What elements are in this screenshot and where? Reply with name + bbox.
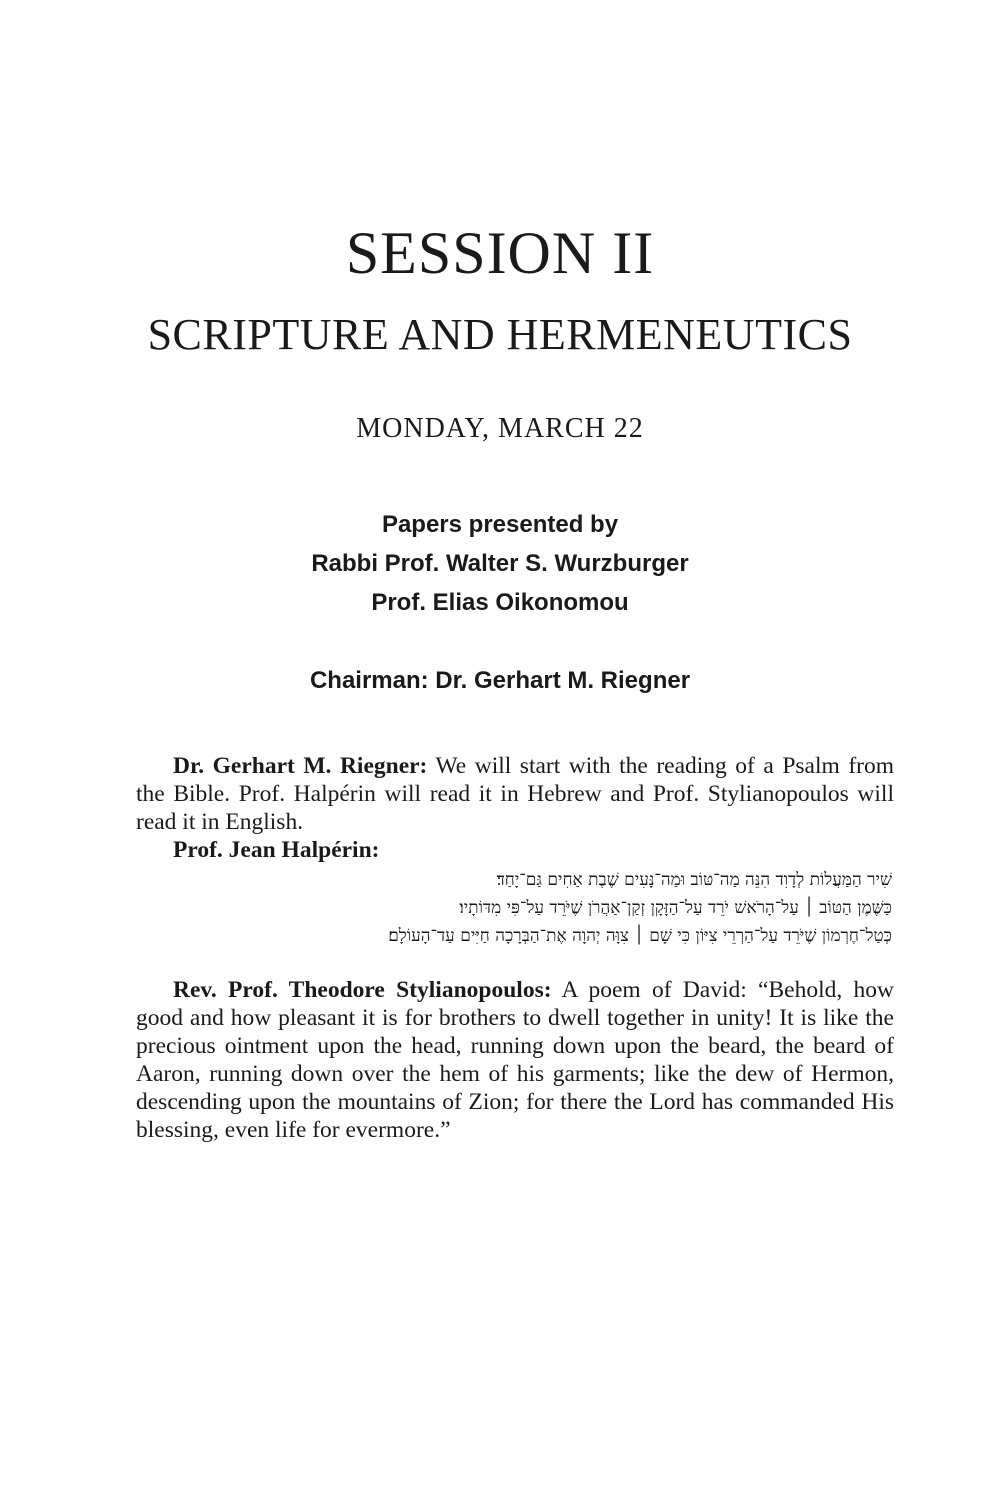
speaker-name: Dr. Gerhart M. Riegner: [173, 753, 428, 779]
session-subtitle: SCRIPTURE AND HERMENEUTICS [147, 310, 853, 359]
session-title: SESSION II [345, 220, 655, 286]
presenters-intro: Papers presented by [381, 511, 619, 538]
hebrew-psalm [180, 866, 892, 950]
hebrew-line: שִׁיר הַמַּעֲלוֹת לְדָוִד הִנֵּה מַה־טּוֹב וּמַה־נָּעִים שֶׁבֶת אַחִים גַּם־יָחַד׃ [496, 870, 892, 890]
speaker-name: Prof. Jean Halpérin: [173, 837, 380, 863]
paragraph-text: A poem of David: “Behold, how good and how pleasant it is for brothers to dwell together in unity! It is like the precious ointment upon the head, running down upon the beard, the beard of Aaron, running down over the hem of his garments; like the dew of Hermon, descending upon the mountains of Zion; for there the Lord has commanded His blessing, even life for evermore.” [136, 977, 894, 1143]
presenter-name: Rabbi Prof. Walter S. Wurzburger [311, 550, 689, 577]
hebrew-line: כְּטַל־חֶרְמוֹן שֶׁיֹּרֵד עַל־הַרְרֵי צִיּוֹן כִּי שָׁם ׀ צִוָּה יְהוָה אֶת־הַבְּרָכָה חַיִּים עַד־הָעוֹלָם׃ [388, 926, 892, 946]
chairman-line: Chairman: Dr. Gerhart M. Riegner [309, 667, 691, 694]
paragraph-text: We will start with the reading of a Psalm from the Bible. Prof. Halpérin will read it in Hebrew and Prof. Stylianopoulos will read it in English. [136, 753, 894, 835]
presenter-name: Prof. Elias Oikonomou [371, 589, 629, 616]
hebrew-line: כַּשֶּׁמֶן הַטּוֹב ׀ עַל־הָרֹאשׁ יֹרֵד עַל־הַזָּקָן זְקַן־אַהֲרֹן שֶׁיֹּרֵד עַל־פִּי מִדּוֹתָיו׃ [459, 898, 892, 918]
paragraph-stylianopoulos [136, 976, 894, 1144]
paragraph-riegner [136, 752, 894, 836]
speaker-name: Rev. Prof. Theodore Stylianopoulos: [173, 977, 552, 1003]
presenters-block [0, 505, 1000, 622]
paragraph-halperin [173, 836, 931, 864]
session-date: MONDAY, MARCH 22 [356, 413, 644, 444]
